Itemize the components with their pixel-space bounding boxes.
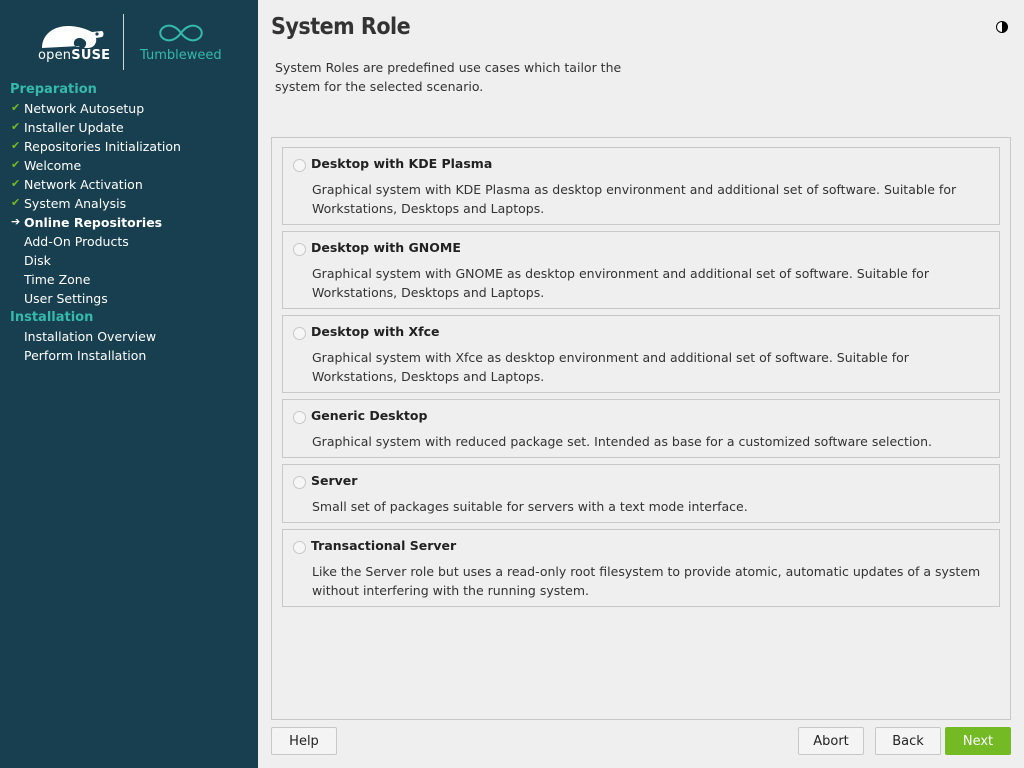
logo-divider	[123, 14, 124, 70]
step-repositories-initialization: Repositories Initialization	[24, 139, 181, 154]
step-disk: Disk	[24, 253, 51, 268]
check-icon: ✔	[11, 177, 21, 190]
theme-toggle-icon[interactable]	[996, 21, 1008, 33]
step-network-activation: Network Activation	[24, 177, 143, 192]
step-time-zone: Time Zone	[24, 272, 91, 287]
step-online-repositories: Online Repositories	[24, 215, 163, 230]
role-description: Graphical system with GNOME as desktop environment and additional set of software. Suitable for Workstations, Desktops and Laptops.	[312, 266, 929, 300]
back-button[interactable]: Back	[875, 727, 941, 755]
check-icon: ✔	[11, 158, 21, 171]
next-button[interactable]: Next	[945, 727, 1011, 755]
check-icon: ✔	[11, 139, 21, 152]
radio-button[interactable]	[293, 476, 306, 489]
role-description: Graphical system with reduced package set. Intended as base for a customized software selection.	[312, 434, 932, 449]
role-option-transactional-server[interactable]	[282, 529, 1000, 607]
check-icon: ✔	[11, 120, 21, 133]
section-installation: Installation	[10, 310, 94, 325]
role-option-kde[interactable]	[282, 147, 1000, 225]
role-title: Transactional Server	[311, 538, 457, 553]
main-content	[258, 0, 1024, 768]
radio-button[interactable]	[293, 411, 306, 424]
step-network-autosetup: Network Autosetup	[24, 101, 145, 116]
role-description: Small set of packages suitable for servers with a text mode interface.	[312, 499, 748, 514]
role-description: Graphical system with KDE Plasma as desktop environment and additional set of software. Suitable for Workstations, Desktops and Laptops.	[312, 182, 957, 216]
help-button[interactable]: Help	[271, 727, 337, 755]
role-description: Graphical system with Xfce as desktop environment and additional set of software. Suitable for Workstations, Desktops and Laptops.	[312, 350, 909, 384]
check-icon: ✔	[11, 101, 21, 114]
tumbleweed-infinity-icon	[157, 22, 205, 44]
step-installation-overview: Installation Overview	[24, 329, 157, 344]
roles-panel	[271, 137, 1011, 720]
step-add-on-products: Add-On Products	[24, 234, 129, 249]
page-title: System Role	[271, 14, 411, 40]
role-title: Generic Desktop	[311, 408, 428, 423]
current-step-arrow-icon: ➔	[11, 215, 21, 228]
role-option-generic-desktop[interactable]	[282, 399, 1000, 458]
role-title: Desktop with KDE Plasma	[311, 156, 493, 171]
logo-area	[0, 0, 258, 80]
check-icon: ✔	[11, 196, 21, 209]
intro-text: System Roles are predefined use cases which tailor the system for the selected scenario.	[275, 60, 622, 94]
radio-button[interactable]	[293, 159, 306, 172]
role-title: Server	[311, 473, 358, 488]
role-option-server[interactable]	[282, 464, 1000, 523]
step-system-analysis: System Analysis	[24, 196, 127, 211]
radio-button[interactable]	[293, 327, 306, 340]
step-installer-update: Installer Update	[24, 120, 124, 135]
role-description: Like the Server role but uses a read-only root filesystem to provide atomic, automatic updates of a system without interfering with the running system.	[312, 564, 981, 598]
abort-button[interactable]: Abort	[798, 727, 864, 755]
role-title: Desktop with GNOME	[311, 240, 461, 255]
radio-button[interactable]	[293, 541, 306, 554]
role-option-gnome[interactable]	[282, 231, 1000, 309]
step-welcome: Welcome	[24, 158, 82, 173]
tumbleweed-wordmark: Tumbleweed	[140, 48, 222, 63]
step-user-settings: User Settings	[24, 291, 108, 306]
role-option-xfce[interactable]	[282, 315, 1000, 393]
sidebar	[0, 0, 258, 768]
section-preparation: Preparation	[10, 82, 97, 97]
radio-button[interactable]	[293, 243, 306, 256]
role-title: Desktop with Xfce	[311, 324, 440, 339]
step-perform-installation: Perform Installation	[24, 348, 147, 363]
opensuse-wordmark: openSUSE	[38, 48, 111, 63]
